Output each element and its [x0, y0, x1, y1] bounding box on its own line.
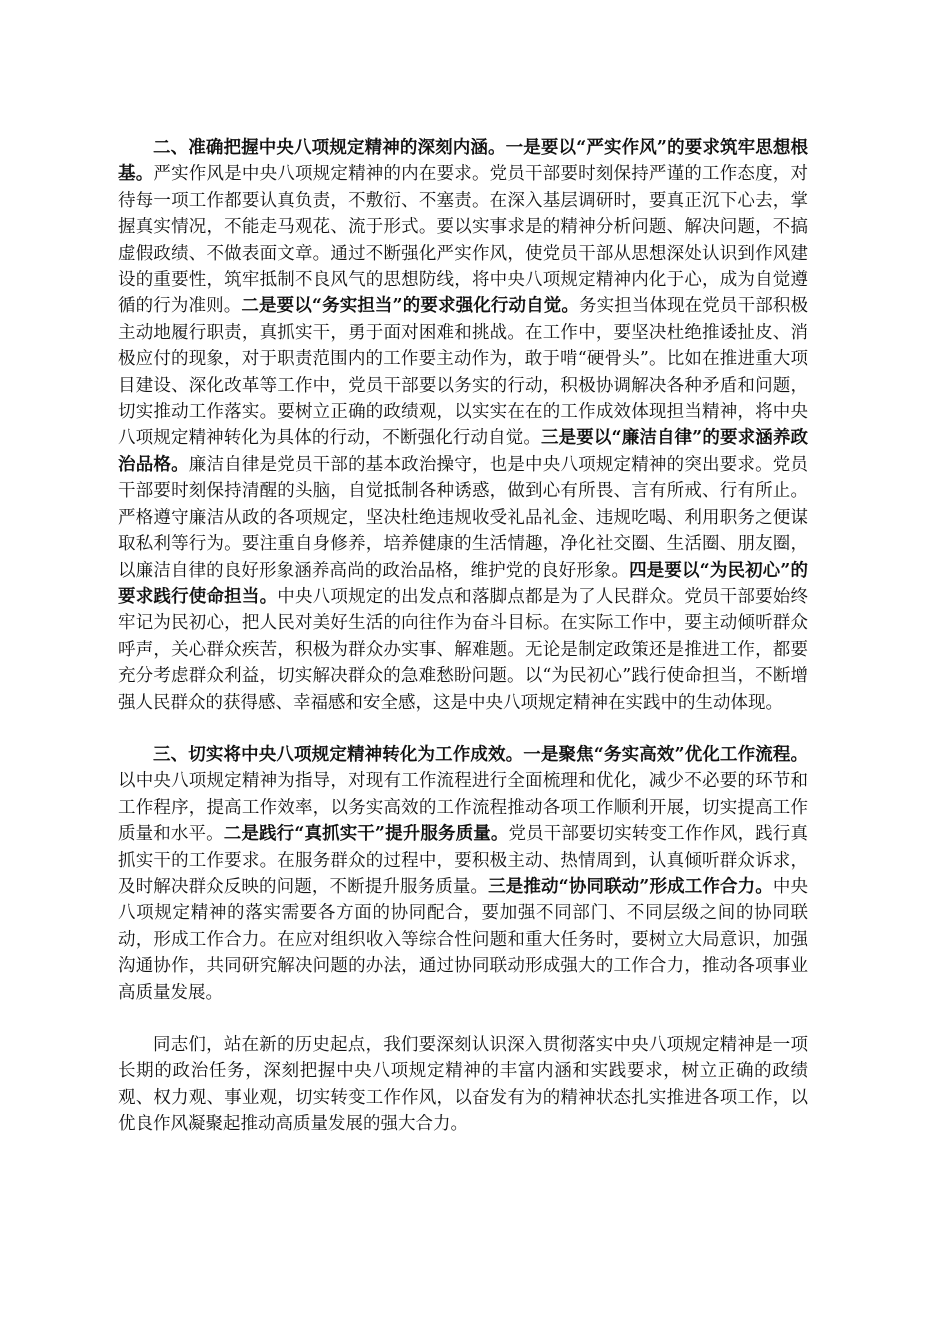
body-text: 党员干部要切实转变工作作风，践行真抓实干的工作要求。在服务群众的过程中，要积极主动、热情周到，认真倾听群众诉求，及时解决群众反映的问题，不断提升服务质量。: [118, 824, 808, 897]
body-text: 务实担当体现在党员干部积极主动地履行职责，真抓实干，勇于面对困难和挑战。在工作中，要坚决杜绝推诿扯皮、消极应付的现象，对于职责范围内的工作要主动作为，敢于啃“硬骨头”。比如在推进重大项目建设、深化改革等工作中，党员干部要以务实的行动，积极协调解决各种矛盾和问题，切实推动工作落实。要树立正确的政绩观，以实实在在的工作成效体现担当精神，将中央八项规定精神转化为具体的行动，不断强化行动自觉。: [118, 296, 808, 449]
point-heading-4: 四是要以“为民初心”的要求践行使命担当。: [118, 560, 809, 607]
paragraph-section-three: [118, 742, 808, 1006]
section-three-heading: 三、切实将中央八项规定精神转化为工作成效。一是聚焦“务实高效”优化工作流程。: [153, 744, 808, 765]
paragraph-section-two: [118, 135, 808, 716]
body-text: 中央八项规定精神的落实需要各方面的协同配合，要加强不同部门、不同层级之间的协同联动，形成工作合力。在应对组织收入等综合性问题和重大任务时，要树立大局意识，加强沟通协作，共同研究解决问题的办法，通过协同联动形成强大的工作合力，推动各项事业高质量发展。: [118, 876, 808, 1003]
point-heading-3: 三是推动“协同联动”形成工作合力。: [488, 876, 773, 897]
paragraph-conclusion: [118, 1032, 808, 1138]
document-page: [118, 135, 808, 1138]
body-text: 廉洁自律是党员干部的基本政治操守，也是中央八项规定精神的突出要求。党员干部要时刻保持清醒的头脑，自觉抵制各种诱惑，做到心有所畏、言有所戒、行有所止。严格遵守廉洁从政的各项规定，坚决杜绝违规收受礼品礼金、违规吃喝、利用职务之便谋取私利等行为。要注重自身修养，培养健康的生活情趣，净化社交圈、生活圈、朋友圈，以廉洁自律的良好形象涵养高尚的政治品格，维护党的良好形象。: [118, 454, 809, 581]
point-heading-2: 二是践行“真抓实干”提升服务质量。: [223, 824, 509, 845]
body-text: 同志们，站在新的历史起点，我们要深刻认识深入贯彻落实中央八项规定精神是一项长期的政治任务，深刻把握中央八项规定精神的丰富内涵和实践要求，树立正确的政绩观、权力观、事业观，切实转变工作作风，以奋发有为的精神状态扎实推进各项工作，以优良作风凝聚起推动高质量发展的强大合力。: [118, 1035, 808, 1135]
section-two-heading: 二、准确把握中央八项规定精神的深刻内涵。一是要以“严实作风”的要求筑牢思想根基。: [118, 138, 808, 185]
point-heading-3: 三是要以“廉洁自律”的要求涵养政治品格。: [118, 428, 809, 475]
body-text: 严实作风是中央八项规定精神的内在要求。党员干部要时刻保持严谨的工作态度，对待每一项工作都要认真负责，不敷衍、不塞责。在深入基层调研时，要真正沉下心去，掌握真实情况，不能走马观花、流于形式。要以实事求是的精神分析问题、解决问题，不搞虚假政绩、不做表面文章。通过不断强化严实作风，使党员干部从思想深处认识到作风建设的重要性，筑牢抵制不良风气的思想防线，将中央八项规定精神内化于心，成为自觉遵循的行为准则。: [118, 164, 809, 317]
point-heading-2: 二是要以“务实担当”的要求强化行动自觉。: [241, 296, 579, 317]
body-text: 以中央八项规定精神为指导，对现有工作流程进行全面梳理和优化，减少不必要的环节和工作程序，提高工作效率，以务实高效的工作流程推动各项工作顺利开展，切实提高工作质量和水平。: [118, 771, 808, 845]
body-text: 中央八项规定的出发点和落脚点都是为了人民群众。党员干部要始终牢记为民初心，把人民对美好生活的向往作为奋斗目标。在实际工作中，要主动倾听群众呼声，关心群众疾苦，积极为群众办实事、解难题。无论是制定政策还是推进工作，都要充分考虑群众利益，切实解决群众的急难愁盼问题。以“为民初心”践行使命担当，不断增强人民群众的获得感、幸福感和安全感，这是中央八项规定精神在实践中的生动体现。: [118, 586, 809, 713]
